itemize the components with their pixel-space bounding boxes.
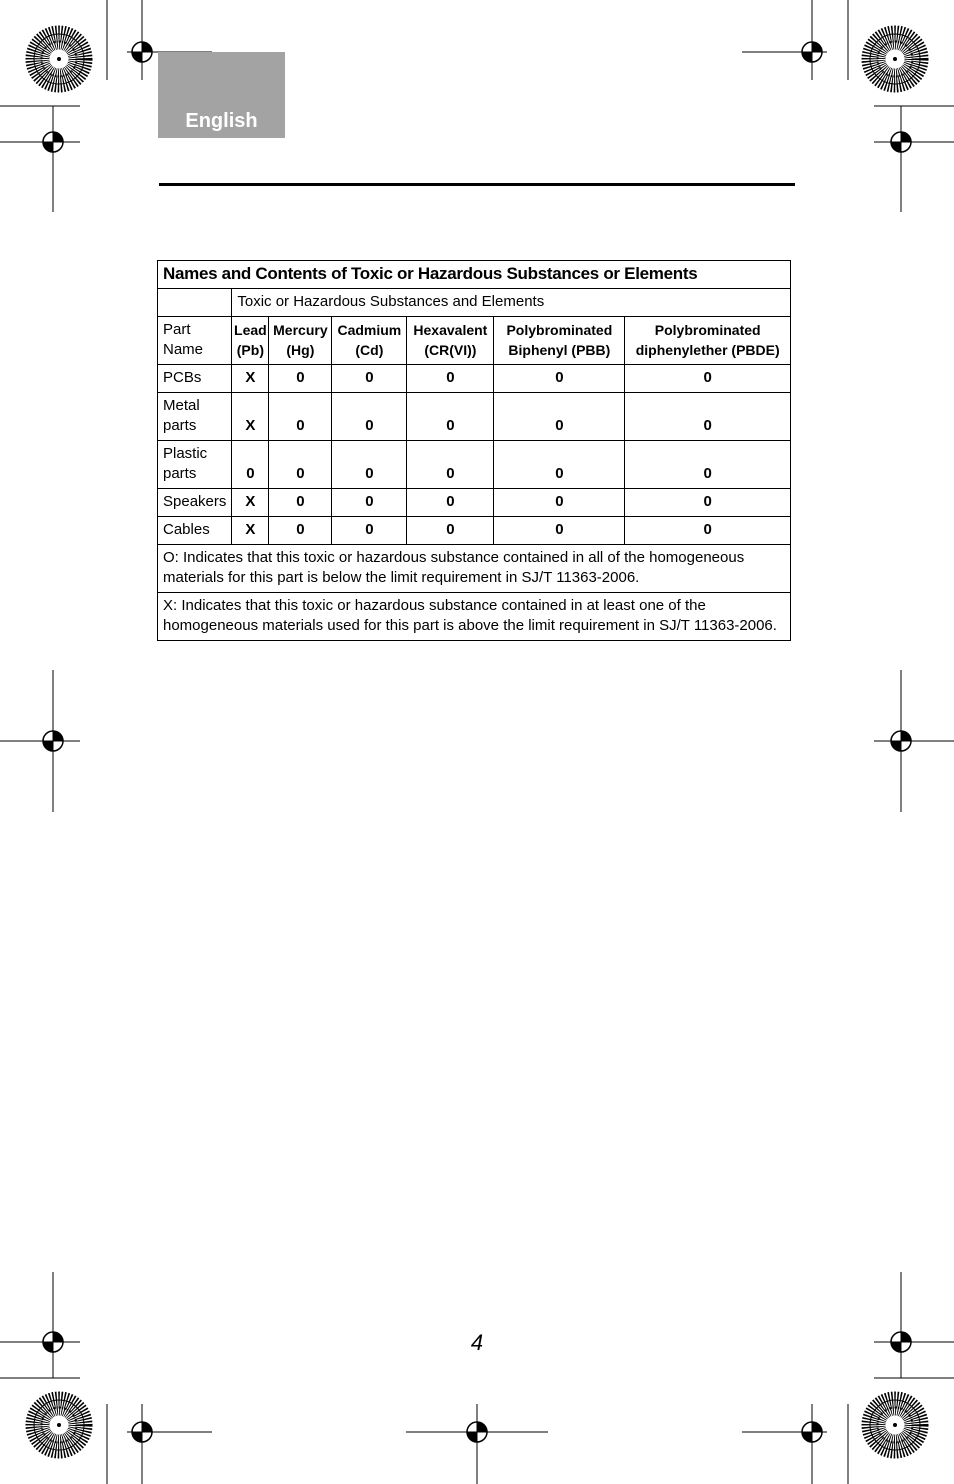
language-tab <box>158 52 285 138</box>
value-cell: 0 <box>269 393 332 441</box>
value-cell: X <box>232 517 269 545</box>
value-cell: 0 <box>332 517 407 545</box>
value-cell: 0 <box>494 517 625 545</box>
group-header: Toxic or Hazardous Substances and Elements <box>232 289 791 317</box>
header-line1: Lead <box>234 322 267 338</box>
value-cell: X <box>232 393 269 441</box>
value-cell: 0 <box>625 393 791 441</box>
value-cell: 0 <box>625 441 791 489</box>
header-rule <box>159 183 795 186</box>
column-header-pbb <box>494 317 625 365</box>
value-cell: 0 <box>407 517 494 545</box>
value-cell: 0 <box>269 365 332 393</box>
header-line2: Biphenyl (PBB) <box>508 342 611 358</box>
column-header-lead <box>232 317 269 365</box>
value-cell: 0 <box>269 517 332 545</box>
table-title: Names and Contents of Toxic or Hazardous Substances or Elements <box>158 261 791 289</box>
header-line2: (Hg) <box>286 342 315 358</box>
value-cell: 0 <box>625 489 791 517</box>
header-line2: (CR(VI)) <box>424 342 477 358</box>
language-label: English <box>185 110 258 132</box>
value-cell: 0 <box>407 365 494 393</box>
value-cell: 0 <box>232 441 269 489</box>
value-cell: 0 <box>269 489 332 517</box>
note-x: X: Indicates that this toxic or hazardous substance contained in at least one of the homogeneous materials used for this part is above the limit requirement in SJ/T 11363-2006. <box>158 593 791 641</box>
value-cell: 0 <box>332 393 407 441</box>
value-cell: 0 <box>494 365 625 393</box>
header-line1: Hexavalent <box>413 322 488 338</box>
value-cell: 0 <box>332 365 407 393</box>
header-line1: Polybrominated <box>654 322 761 338</box>
column-header-cadmium <box>332 317 407 365</box>
header-line1: Polybrominated <box>506 322 613 338</box>
header-line1: Mercury <box>273 322 328 338</box>
value-cell: 0 <box>494 489 625 517</box>
hazardous-substances-table <box>157 260 791 641</box>
note-o: O: Indicates that this toxic or hazardous substance contained in all of the homogeneous materials for this part is below the limit requirement in SJ/T 11363-2006. <box>158 545 791 593</box>
column-header-row <box>158 317 791 365</box>
table-row <box>158 441 791 489</box>
note-row <box>158 545 791 593</box>
part-name: PCBs <box>158 365 232 393</box>
value-cell: 0 <box>625 517 791 545</box>
value-cell: X <box>232 489 269 517</box>
note-row <box>158 593 791 641</box>
table-row <box>158 365 791 393</box>
part-name: Cables <box>158 517 232 545</box>
value-cell: 0 <box>332 489 407 517</box>
value-cell: 0 <box>625 365 791 393</box>
value-cell: 0 <box>269 441 332 489</box>
table-row <box>158 517 791 545</box>
header-line2: (Cd) <box>355 342 384 358</box>
part-name: Metal parts <box>158 393 232 441</box>
table-row <box>158 489 791 517</box>
header-line2: diphenylether (PBDE) <box>635 342 780 358</box>
header-line2: (Pb) <box>236 342 264 358</box>
value-cell: X <box>232 365 269 393</box>
column-header-hexavalent <box>407 317 494 365</box>
value-cell: 0 <box>407 441 494 489</box>
value-cell: 0 <box>494 441 625 489</box>
empty-header-cell <box>158 289 232 317</box>
part-name: Plastic parts <box>158 441 232 489</box>
value-cell: 0 <box>332 441 407 489</box>
page-number: 4 <box>470 1330 484 1355</box>
table-title-row <box>158 261 791 289</box>
value-cell: 0 <box>407 489 494 517</box>
column-header-mercury <box>269 317 332 365</box>
value-cell: 0 <box>494 393 625 441</box>
column-header-pbde <box>625 317 791 365</box>
part-name-header: Part Name <box>158 317 232 365</box>
header-line1: Cadmium <box>337 322 402 338</box>
table-row <box>158 393 791 441</box>
group-header-row <box>158 289 791 317</box>
value-cell: 0 <box>407 393 494 441</box>
part-name: Speakers <box>158 489 232 517</box>
